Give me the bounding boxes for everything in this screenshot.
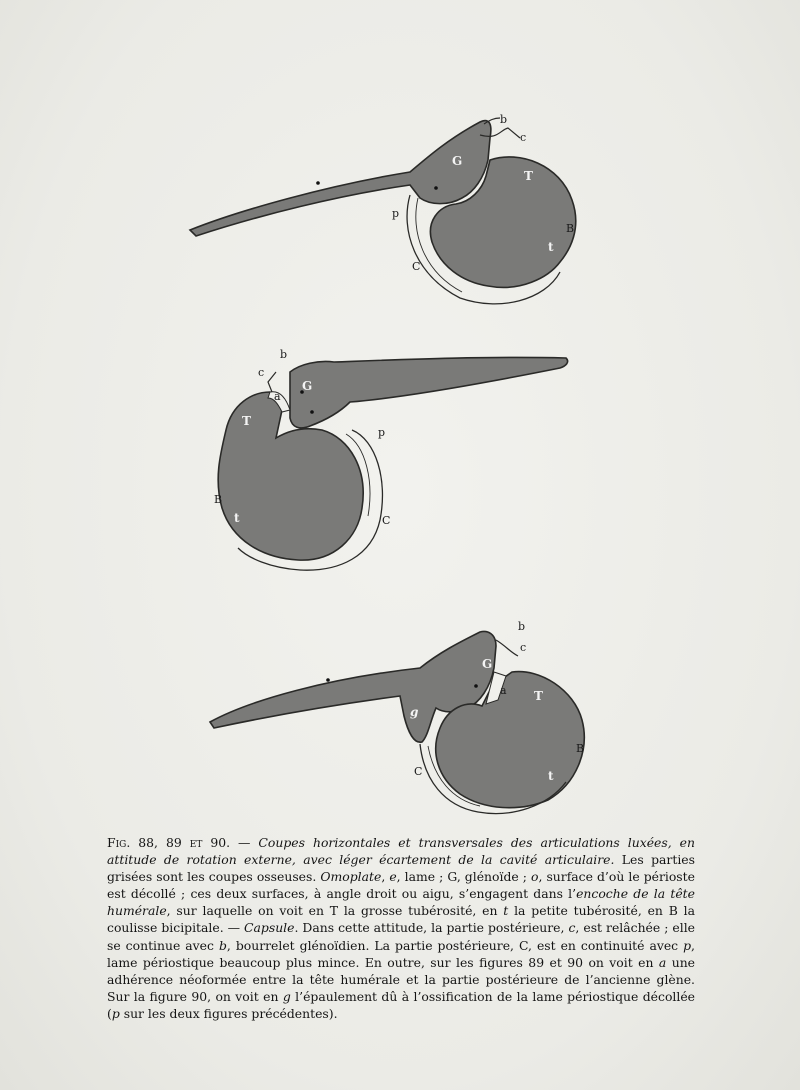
fig90-capsule-c xyxy=(496,640,518,656)
caption-text: sur les deux figures précédentes). xyxy=(119,1005,338,1021)
figure-90 xyxy=(210,620,584,814)
fig89-capsule-c xyxy=(268,372,276,392)
caption-title: Coupes horizontales et transversales des articulations luxées, en attitude de rotation externe, avec léger écartement de la cavité articulaire. xyxy=(107,835,695,868)
fig90-point-e xyxy=(326,678,330,682)
fig88-label-G: G xyxy=(452,154,463,168)
fig90-label-G: G xyxy=(482,657,493,671)
fig89-label-B: B xyxy=(214,493,223,506)
fig89-label-G: G xyxy=(302,379,313,393)
fig90-label-t: t xyxy=(548,769,554,783)
fig90-label-T: T xyxy=(534,689,543,703)
caption-text: , xyxy=(381,869,390,885)
fig89-label-c: c xyxy=(258,366,265,379)
fig90-label-B: B xyxy=(576,742,585,755)
caption-text: — xyxy=(230,835,259,850)
fig88-label-c: c xyxy=(520,131,527,144)
fig90-label-C: C xyxy=(414,765,423,778)
caption-text: , sur laquelle on voit en T la grosse tubérosité, en xyxy=(166,903,504,919)
caption-text: , bourrelet glénoïdien. La partie postérieure, C, est en continuité avec xyxy=(226,937,684,953)
caption-term: a xyxy=(658,954,667,970)
fig90-label-a: a xyxy=(500,684,507,697)
caption-term: e xyxy=(389,869,397,885)
fig89-label-a: a xyxy=(274,390,281,403)
fig90-point-o xyxy=(474,684,478,688)
fig88-label-T: T xyxy=(524,169,533,183)
caption-term: g xyxy=(282,988,291,1004)
caption-text: la petite tubérosité, en B la coulisse bicipitale. — xyxy=(107,903,695,936)
caption-term: p xyxy=(111,1005,120,1021)
caption-term: c xyxy=(568,920,576,936)
fig88-label-p: p xyxy=(392,207,400,220)
caption-text: . Dans cette attitude, la partie postérieure, xyxy=(294,920,569,936)
caption-text: , lame périostique beaucoup plus mince. En outre, sur les figures 89 et 90 on voit en xyxy=(107,937,695,970)
fig88-label-B: B xyxy=(566,222,575,235)
caption-text: , surface d’où le périoste est décollé ; ces deux surfaces, à angle droit ou aigu, s’engagent dans l’ xyxy=(107,869,695,902)
caption-term: Capsule xyxy=(244,920,295,936)
figure-88 xyxy=(190,113,576,304)
caption-term: o xyxy=(530,869,539,885)
caption-text: , lame ; G, glénoïde ; xyxy=(396,869,531,885)
caption-term: p xyxy=(683,937,692,953)
caption-term: t xyxy=(503,903,509,919)
fig89-label-C: C xyxy=(382,514,391,527)
fig88-point-o xyxy=(434,186,438,190)
fig89-label-p: p xyxy=(378,426,386,439)
figure-89 xyxy=(214,348,568,570)
fig89-label-T: T xyxy=(242,414,251,428)
caption-term: b xyxy=(218,937,227,953)
caption-term: Omoplate xyxy=(320,869,382,885)
fig90-label-c: c xyxy=(520,641,527,654)
caption-text: une adhérence néoformée entre la tête humérale et la partie postérieure de l’ancienne glène. Sur la figure 90, on voit en xyxy=(107,954,696,1004)
fig88-point-e xyxy=(316,181,320,185)
fig88-label-C: C xyxy=(412,260,421,273)
figure-caption xyxy=(107,834,695,1022)
fig88-label-b: b xyxy=(500,113,508,126)
fig89-scapula xyxy=(290,357,568,427)
caption-text: , est relâchée ; elle se continue avec xyxy=(107,920,695,953)
fig89-label-t: t xyxy=(234,511,240,525)
fig89-label-b: b xyxy=(280,348,288,361)
fig90-label-b: b xyxy=(518,620,526,633)
caption-text: l’épaulement dû à l’ossification de la lame périostique décollée ( xyxy=(107,988,695,1021)
caption-text: Les parties grisées sont les coupes osseuses. xyxy=(107,852,695,885)
caption-term: encoche de la tête humérale xyxy=(107,886,695,919)
fig90-label-g: g xyxy=(410,705,419,719)
fig89-point-o xyxy=(310,410,314,414)
caption-figure-numbers: Fig. 88, 89 et 90. xyxy=(107,835,231,850)
fig88-label-t: t xyxy=(548,240,554,254)
